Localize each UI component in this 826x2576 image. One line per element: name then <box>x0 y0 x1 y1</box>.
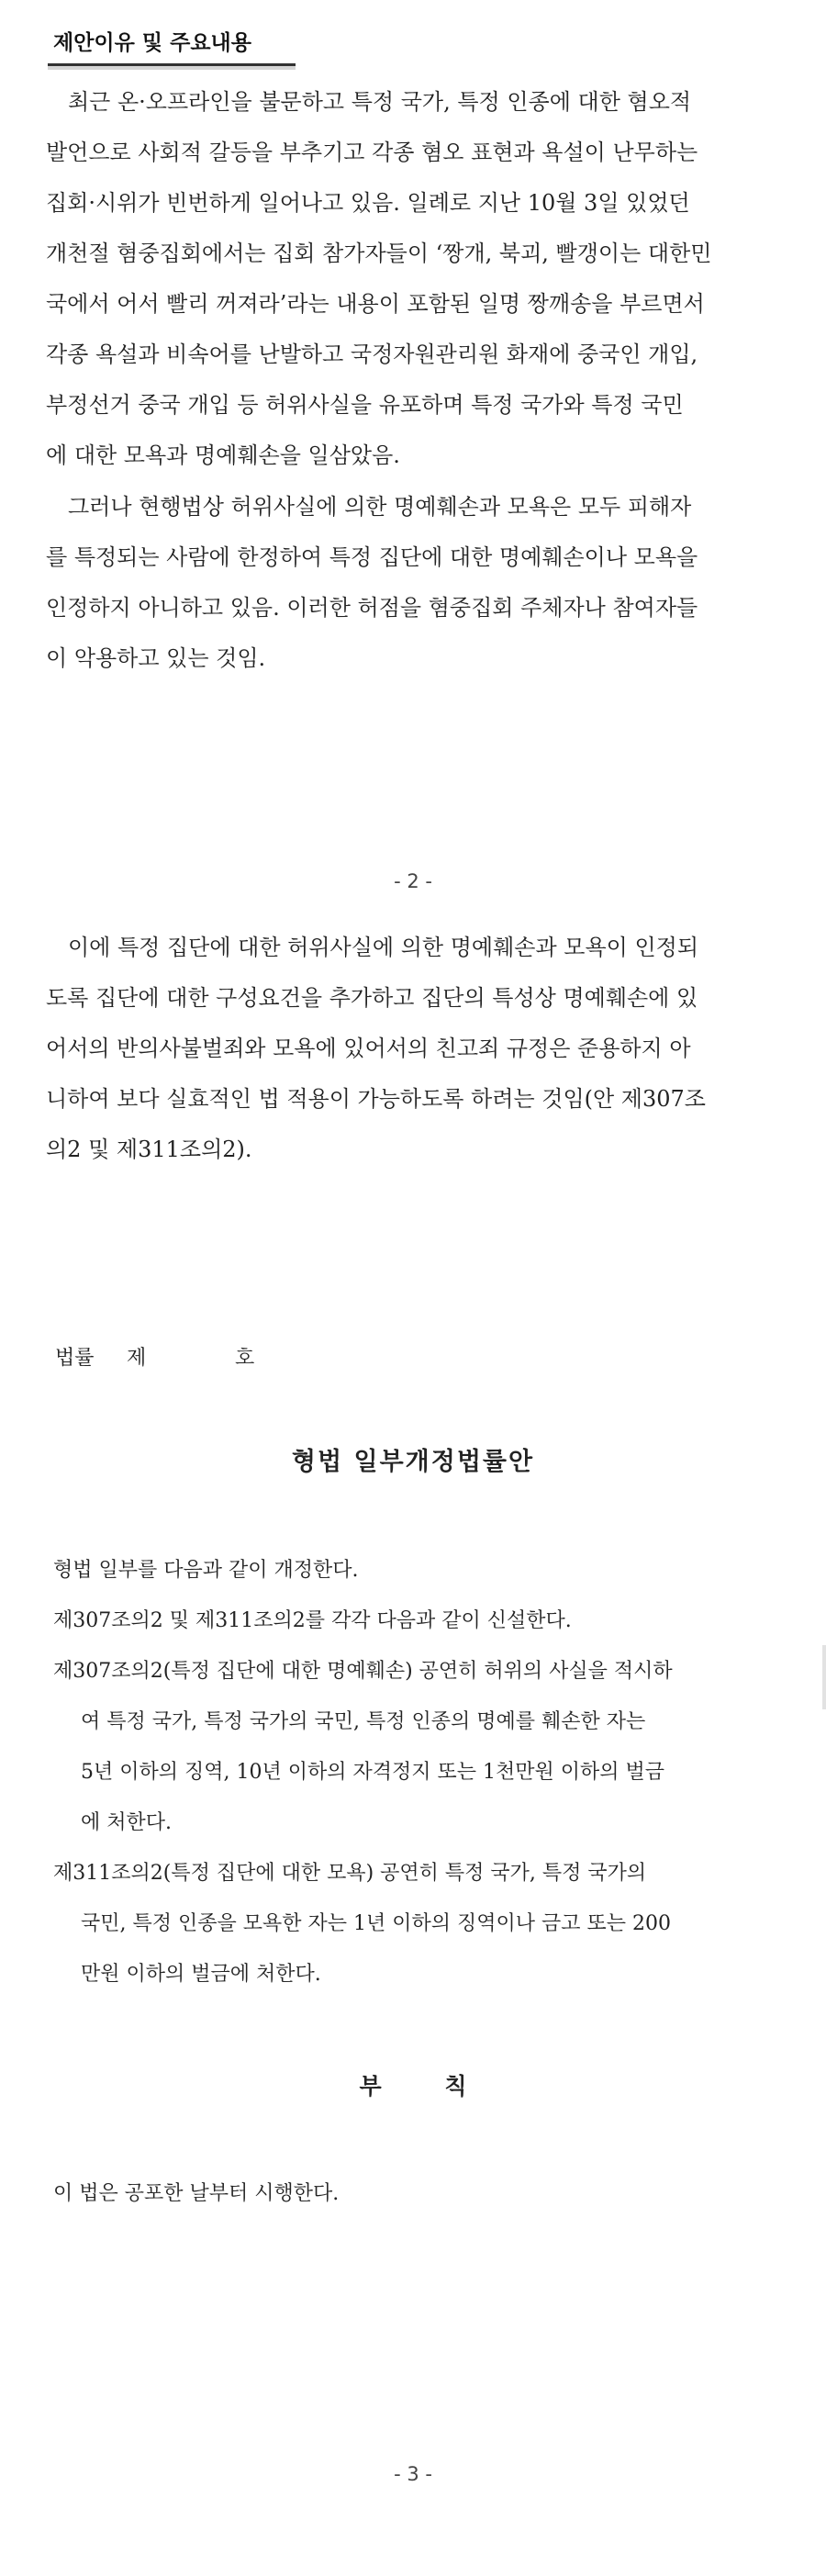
law-number-label: 법률 <box>55 1347 95 1370</box>
text-line: 발언으로 사회적 갈등을 부추기고 각종 혐오 표현과 욕설이 난무하는 <box>46 140 698 165</box>
amendment-intro: 형법 일부를 다음과 같이 개정한다. <box>53 1559 359 1582</box>
appendix-text: 이 법은 공포한 날부터 시행한다. <box>53 2182 340 2205</box>
article-311-2 <box>53 1848 787 1999</box>
text-line: 에 대한 모욕과 명예훼손을 일삼았음. <box>46 442 400 468</box>
text-line: 이에 특정 집단에 대한 허위사실에 의한 명예훼손과 모욕이 인정되 <box>46 935 698 960</box>
text-line: 만원 이하의 벌금에 처한다. <box>81 1963 321 1986</box>
text-line: 에 처한다. <box>81 1811 172 1834</box>
text-line: 그러나 현행법상 허위사실에 의한 명예훼손과 모욕은 모두 피해자 <box>46 494 692 520</box>
text-line: 개천절 혐중집회에서는 집회 참가자들이 ‘짱개, 북괴, 빨갱이는 대한민 <box>46 241 712 266</box>
amendment-insert-clause: 제307조의2 및 제311조의2를 각각 다음과 같이 신설한다. <box>53 1609 572 1632</box>
text-line: 5년 이하의 징역, 10년 이하의 자격정지 또는 1천만원 이하의 벌금 <box>81 1761 664 1784</box>
amendment-body <box>53 1545 787 1999</box>
text-line: 집회·시위가 빈번하게 일어나고 있음. 일례로 지난 10월 3일 있었던 <box>46 190 690 216</box>
text-line: 이 악용하고 있는 것임. <box>46 645 266 671</box>
text-line: 니하여 보다 실효적인 법 적용이 가능하도록 하려는 것임(안 제307조 <box>46 1086 706 1112</box>
text-line: 국민, 특정 인종을 모욕한 자는 1년 이하의 징역이나 금고 또는 200 <box>81 1912 671 1935</box>
section-heading <box>48 13 296 66</box>
heading-underline-shadow <box>48 66 296 70</box>
text-line: 여 특정 국가, 특정 국가의 국민, 특정 인종의 명예를 훼손한 자는 <box>81 1710 646 1733</box>
text-line: 도록 집단에 대한 구성요건을 추가하고 집단의 특성상 명예훼손에 있 <box>46 985 698 1011</box>
page-number: - 3 - <box>394 2463 432 2485</box>
text-line: 부정선거 중국 개입 등 허위사실을 유포하며 특정 국가와 특정 국민 <box>46 392 684 418</box>
law-number-ho: 호 <box>235 1347 255 1370</box>
reason-paragraph-3 <box>46 923 764 1175</box>
text-line: 인정하지 아니하고 있음. 이러한 허점을 혐중집회 주체자나 참여자들 <box>46 595 698 621</box>
text-line: 각종 욕설과 비속어를 난발하고 국정자원관리원 화재에 중국인 개입, <box>46 342 698 367</box>
law-number-je: 제 <box>127 1347 147 1370</box>
page-number: - 2 - <box>394 870 432 892</box>
text-line: 국에서 어서 빨리 꺼져라’라는 내용이 포함된 일명 짱깨송을 부르면서 <box>46 291 705 317</box>
scrollbar-thumb[interactable] <box>822 1645 826 1709</box>
reason-paragraph-1 <box>46 77 764 481</box>
text-line: 최근 온·오프라인을 불문하고 특정 국가, 특정 인종에 대한 혐오적 <box>46 89 692 115</box>
article-307-2 <box>53 1646 787 1848</box>
text-line: 제311조의2(특정 집단에 대한 모욕) 공연히 특정 국가, 특정 국가의 <box>53 1862 647 1885</box>
appendix-title: 부 칙 <box>359 2073 467 2100</box>
text-line: 어서의 반의사불벌죄와 모욕에 있어서의 친고죄 규정은 준용하지 아 <box>46 1036 691 1061</box>
text-line: 를 특정되는 사람에 한정하여 특정 집단에 대한 명예훼손이나 모욕을 <box>46 544 698 570</box>
bill-title: 형법 일부개정법률안 <box>291 1448 535 1476</box>
section-heading-text: 제안이유 및 주요내용 <box>53 31 251 55</box>
text-line: 의2 및 제311조의2). <box>46 1137 252 1162</box>
text-line: 제307조의2(특정 집단에 대한 명예훼손) 공연히 허위의 사실을 적시하 <box>53 1660 673 1683</box>
reason-paragraph-2 <box>46 482 764 684</box>
